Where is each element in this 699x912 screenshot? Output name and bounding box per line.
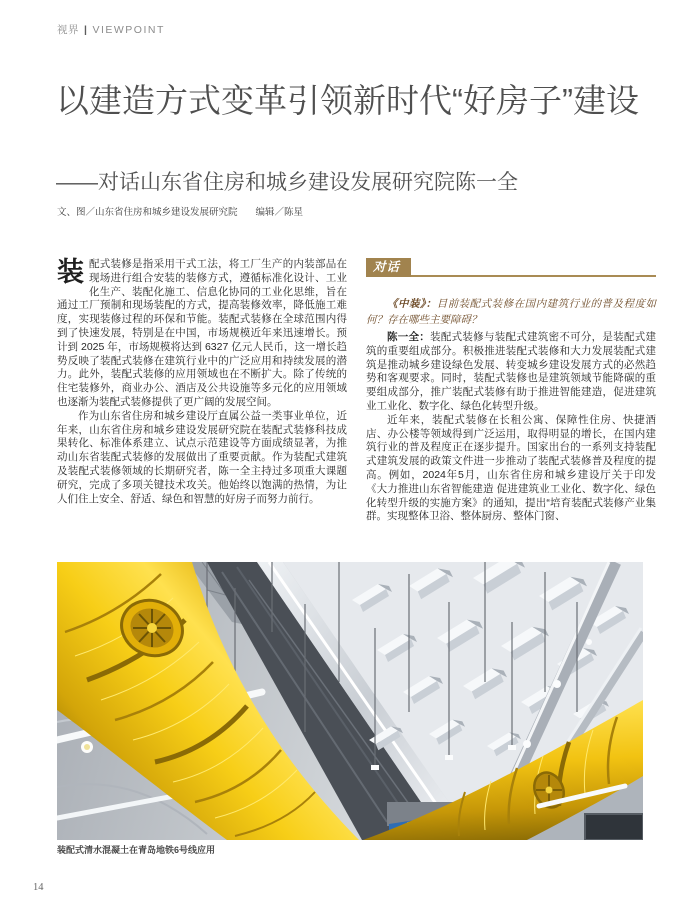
section-header — [57, 22, 165, 37]
byline — [57, 204, 303, 218]
question-speaker: 《中装》： — [387, 299, 437, 310]
dialog-answer-2: 近年来，装配式装修在长租公寓、保障性住房、快捷酒店、办公楼等领域得到广泛运用，取得明显的增长，在国内建筑行业的普及程度正在逐步提升。国家出台的一系列支持装配式建筑发展的政策文件进一步推动了装配式装修普及程度的提高。例如，2024年5月，山东省住房和城乡建设厅关于印发《大力推进山东省智能建造 促进建筑业工业化、数字化、绿色化转型升级的实施方案》的通知，提出“培育装配式装修产业集群。实现整体卫浴、整体厨房、整体门窗、 — [366, 413, 656, 523]
dialog-column — [366, 258, 656, 524]
page-number: 14 — [33, 882, 44, 893]
byline-editor: 编辑／陈星 — [255, 207, 304, 218]
article-subtitle: ——对话山东省住房和城乡建设发展研究院陈一全 — [56, 171, 518, 194]
header-divider: | — [84, 24, 88, 36]
intro-paragraph-2: 作为山东省住房和城乡建设厅直属公益一类事业单位，近年来，山东省住房和城乡建设发展研究院在装配式装修科技成果转化、标准体系建立、试点示范建设等方面成绩显著，为推动山东省装配式装修的发展做出了重要贡献。作为装配式建筑及装配式装修领域的长期研究者，陈一全主持过多项重大课题研究，完成了多项关键技术攻关。他始终以饱满的热情，为让人们住上安全、舒适、绿色和智慧的好房子而努力前行。 — [57, 409, 347, 505]
answer-speaker: 陈一全： — [387, 331, 431, 343]
article-title: 以建造方式变革引领新时代“好房子”建设 — [56, 82, 639, 119]
dialog-badge: 对话 — [366, 258, 411, 277]
photo-caption: 装配式清水混凝土在青岛地铁6号线应用 — [57, 845, 216, 855]
station-photo-graphic — [57, 562, 643, 840]
dropcap: 装 — [57, 257, 84, 287]
section-name-en: VIEWPOINT — [92, 24, 165, 36]
intro-paragraph-1: 装配式装修是指采用干式工法，将工厂生产的内装部品在现场进行组合安装的装修方式，遵循标准化设计、工业化生产、装配化施工、信息化协同的工业化思维，旨在通过工厂预制和现场装配的方式，提高装修效率，降低施工难度，实现装修过程的环保和节能。装配式装修在全球范围内得到了快速发展，特别是在中国，市场规模近年来迅速增长。预计到 2025 年，市场规模将达到 6327 亿元人民币，这一增长趋势反映了装配式装修在建筑行业中的广泛应用和持续发展的潜力。此外，装配式装修的应用领域也在不断扩大。除了传统的住宅装修外，商业办公、酒店及公共设施等多元化的应用领域也逐渐为装配式装修提供了更广阔的发展空间。 — [57, 257, 347, 408]
dialog-rule — [366, 258, 656, 277]
dialog-question: 《中装》：目前装配式装修在国内建筑行业的普及程度如何？存在哪些主要障碍？ — [366, 299, 657, 326]
byline-authors: 文、图／山东省住房和城乡建设发展研究院 — [57, 207, 238, 218]
intro-column — [57, 258, 347, 506]
dialog-answer-1: 陈一全：装配式装修与装配式建筑密不可分，是装配式建筑的重要组成部分。积极推进装配式装修和大力发展装配式建筑是推动城乡建设绿色发展、转变城乡建设发展方式的必然趋势和客观要求。同时，装配式装修也是建筑领域节能降碳的重要组成部分，推广装配式装修有助于推进智能建造，促进建筑业工业化、数字化、绿色化转型升级。 — [366, 331, 657, 412]
station-photo — [57, 562, 643, 840]
section-name-cn: 视界 — [57, 24, 79, 36]
